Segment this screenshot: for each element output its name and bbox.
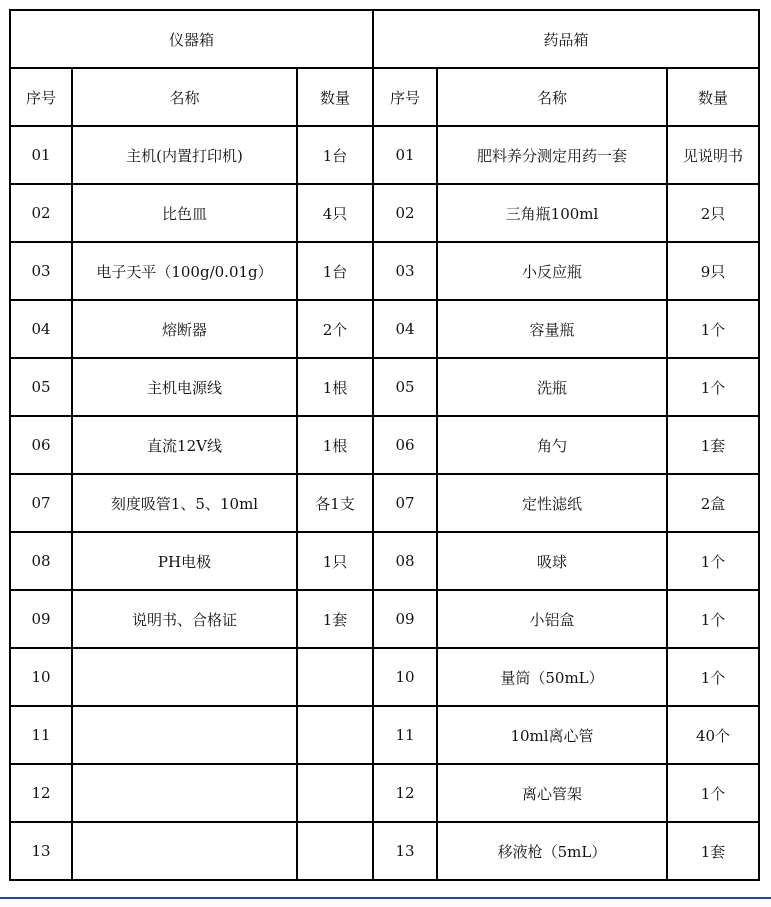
reagent-name-cell: 离心管架 (437, 764, 667, 822)
instrument-index-cell: 12 (10, 764, 72, 822)
table-row (10, 126, 759, 184)
reagent-quantity-cell: 2只 (667, 184, 759, 242)
instrument-index-cell: 09 (10, 590, 72, 648)
instrument-quantity-cell: 1套 (297, 590, 373, 648)
reagent-name-cell: 肥料养分测定用药一套 (437, 126, 667, 184)
instrument-quantity-cell: 4只 (297, 184, 373, 242)
reagent-quantity-cell: 1个 (667, 300, 759, 358)
reagent-quantity-cell: 9只 (667, 242, 759, 300)
table-row (10, 590, 759, 648)
instrument-index-cell: 03 (10, 242, 72, 300)
instrument-quantity-cell: 各1支 (297, 474, 373, 532)
table-row (10, 358, 759, 416)
instrument-name-cell: 主机(内置打印机) (72, 126, 297, 184)
instrument-quantity-cell (297, 822, 373, 880)
reagent-index-cell: 06 (373, 416, 437, 474)
table-row (10, 648, 759, 706)
column-header-row (10, 68, 759, 126)
instrument-name-cell: PH电极 (72, 532, 297, 590)
reagent-name-cell: 小反应瓶 (437, 242, 667, 300)
instrument-index-cell: 06 (10, 416, 72, 474)
instrument-quantity-cell: 1只 (297, 532, 373, 590)
table-row (10, 184, 759, 242)
reagent-index-cell: 10 (373, 648, 437, 706)
reagent-name-cell: 定性滤纸 (437, 474, 667, 532)
instrument-index-cell: 13 (10, 822, 72, 880)
table-row (10, 300, 759, 358)
instrument-quantity-cell (297, 648, 373, 706)
table-row (10, 242, 759, 300)
page-divider (0, 897, 771, 899)
table-row (10, 764, 759, 822)
reagent-index-cell: 08 (373, 532, 437, 590)
instrument-name-cell: 电子天平（100g/0.01g） (72, 242, 297, 300)
reagent-name-cell: 10ml离心管 (437, 706, 667, 764)
reagent-quantity-cell: 1个 (667, 764, 759, 822)
instrument-index-cell: 10 (10, 648, 72, 706)
reagent-quantity-cell: 1个 (667, 532, 759, 590)
reagent-name-cell: 移液枪（5mL） (437, 822, 667, 880)
reagent-name-cell: 角勺 (437, 416, 667, 474)
reagent-quantity-cell: 1套 (667, 822, 759, 880)
group-header-row (10, 10, 759, 68)
reagent-index-cell: 03 (373, 242, 437, 300)
table-row (10, 474, 759, 532)
instrument-quantity-cell (297, 706, 373, 764)
instrument-index-cell: 11 (10, 706, 72, 764)
instrument-quantity-cell: 1台 (297, 126, 373, 184)
instrument-quantity-cell: 1根 (297, 416, 373, 474)
reagent-index-cell: 11 (373, 706, 437, 764)
header-name: 名称 (72, 68, 297, 126)
reagent-name-cell: 吸球 (437, 532, 667, 590)
instrument-quantity-cell (297, 764, 373, 822)
reagent-quantity-cell: 1个 (667, 648, 759, 706)
instrument-name-cell (72, 648, 297, 706)
reagent-name-cell: 三角瓶100ml (437, 184, 667, 242)
table-container (9, 9, 761, 897)
reagent-index-cell: 09 (373, 590, 437, 648)
instrument-name-cell: 主机电源线 (72, 358, 297, 416)
instrument-quantity-cell: 1台 (297, 242, 373, 300)
instrument-name-cell: 刻度吸管1、5、10ml (72, 474, 297, 532)
reagent-name-cell: 小铝盒 (437, 590, 667, 648)
instrument-index-cell: 07 (10, 474, 72, 532)
table-row (10, 706, 759, 764)
instrument-index-cell: 05 (10, 358, 72, 416)
reagent-quantity-cell: 2盒 (667, 474, 759, 532)
reagent-quantity-cell: 40个 (667, 706, 759, 764)
table-row (10, 416, 759, 474)
instrument-index-cell: 04 (10, 300, 72, 358)
reagent-quantity-cell: 1套 (667, 416, 759, 474)
instrument-name-cell: 熔断器 (72, 300, 297, 358)
reagent-index-cell: 05 (373, 358, 437, 416)
header-name: 名称 (437, 68, 667, 126)
reagent-name-cell: 洗瓶 (437, 358, 667, 416)
table-row (10, 532, 759, 590)
reagent-index-cell: 02 (373, 184, 437, 242)
reagent-quantity-cell: 1个 (667, 358, 759, 416)
header-quantity: 数量 (667, 68, 759, 126)
header-quantity: 数量 (297, 68, 373, 126)
reagent-index-cell: 07 (373, 474, 437, 532)
reagent-name-cell: 量筒（50mL） (437, 648, 667, 706)
reagent-index-cell: 13 (373, 822, 437, 880)
reagent-index-cell: 01 (373, 126, 437, 184)
instrument-name-cell: 直流12V线 (72, 416, 297, 474)
instrument-index-cell: 02 (10, 184, 72, 242)
reagent-index-cell: 04 (373, 300, 437, 358)
instrument-name-cell: 比色皿 (72, 184, 297, 242)
instrument-name-cell (72, 764, 297, 822)
header-index: 序号 (373, 68, 437, 126)
instrument-index-cell: 08 (10, 532, 72, 590)
equipment-table (9, 9, 760, 881)
instrument-name-cell: 说明书、合格证 (72, 590, 297, 648)
instrument-name-cell (72, 822, 297, 880)
table-row (10, 822, 759, 880)
reagent-quantity-cell: 见说明书 (667, 126, 759, 184)
instrument-quantity-cell: 2个 (297, 300, 373, 358)
reagent-quantity-cell: 1个 (667, 590, 759, 648)
group-reagent-box: 药品箱 (373, 10, 759, 68)
header-index: 序号 (10, 68, 72, 126)
instrument-quantity-cell: 1根 (297, 358, 373, 416)
instrument-index-cell: 01 (10, 126, 72, 184)
reagent-name-cell: 容量瓶 (437, 300, 667, 358)
reagent-index-cell: 12 (373, 764, 437, 822)
group-instrument-box: 仪器箱 (10, 10, 373, 68)
instrument-name-cell (72, 706, 297, 764)
